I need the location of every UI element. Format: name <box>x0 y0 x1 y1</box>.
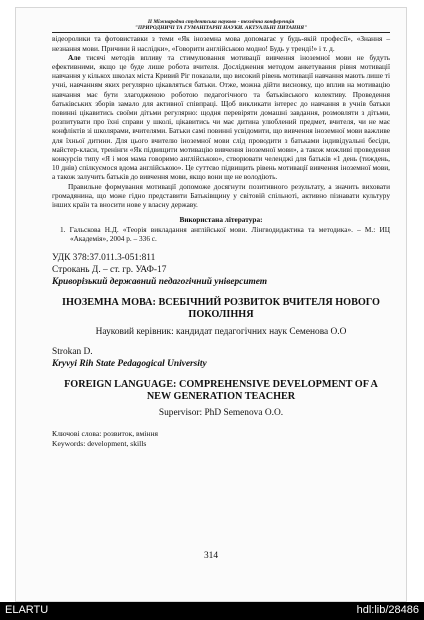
paragraph-1: відеоролики та фотовиставки з теми «Як іноземна мова допомагає у будь-якій професії», «Знання – незнання мови. Причини й наслідки», «Говорити англійською модно! Будь у тренді!» і т. д. <box>52 34 390 53</box>
university-name: Криворізький державний педагогічний університет <box>52 277 268 288</box>
page-content <box>52 19 390 449</box>
paragraph-3: Правильне формування мотивації допоможе досягнути позитивного результату, а значить виховати громадянина, що може гідно представити Батьківщину у світовій спільноті, активно пізнавати культуру інших країн та вносити нове у власну державу. <box>52 181 390 210</box>
keywords-en: Keywords: development, skills <box>52 439 147 449</box>
article-title-en: FOREIGN LANGUAGE: COMPREHENSIVE DEVELOPMENT OF A NEW GENERATION TEACHER <box>64 378 378 402</box>
handle-identifier: hdl:lib/28486 <box>356 604 419 616</box>
conference-header-line2: "ПРИРОДНИЧІ ТА ГУМАНІТАРНІ НАУКИ. АКТУАЛЬНІ ПИТАННЯ" <box>134 25 308 32</box>
document-page <box>15 7 407 602</box>
paragraph-2-lead: Але <box>68 52 81 62</box>
repository-footer-bar <box>0 602 424 620</box>
literature-item-1: 1. Гальскова Н.Д. «Теорія викладання англійської мови. Лінгводидактика та методика». – М.: ИЦ «Академія», 2004 р. – 336 с. <box>60 225 390 244</box>
article-title-ua: ІНОЗЕМНА МОВА: ВСЕБІЧНИЙ РОЗВИТОК ВЧИТЕЛЯ НОВОГО ПОКОЛІННЯ <box>62 297 380 321</box>
literature-title: Використана література: <box>179 215 263 225</box>
supervisor-en: Supervisor: PhD Semenova O.O. <box>158 408 284 419</box>
paragraph-2-text: тисячі методів впливу та стимулювання мотивації вивчення іноземної мови не будуть ефективними, якщо це буде лише робота вчителя. Дослідження методом анкетування рівня мотивації навчання у кількох школах міста Кривий Ріг показали, що високий рівень мотивації навчання мають лише ті учні, навчанням яких регулярно цікавляться батьки. Отже, можна дійти висновку, що вплив на мотивацію навчання має бути злагодженою роботою педагогічного та батьківського колективу. Проведення батьківських зборів замало для активної співпраці. Щоб викликати інтерес до навчання в учнів батьки повинні цікавитись своїми дітьми регулярно: щодня перевіряти домашні завдання, розмовляти з дітьми, розпитувати про їхні справи у школі, цікавитись чи має дитина улюблений предмет, вчителя, чи не має конфліктів зі школярами, вчителями. Батьки самі повинні усвідомити, що вивчення іноземної мови важливе для їхньої дитини. Для цього вчителю іноземної мови слід проводити з батьками індивідуальні бесіди, майстер-класи, тренінги «Як підвищити мотивацію вивчення іноземної мови», а також можливі проведення конкурсів типу «Я і моя мама говоримо англійською», створювати челенджі для батьків «1 день (тиждень, 10 днів) спілкуємося вдома англійською». Це суттєво підвищить рівень мотивації вивчення іноземної мови, а також залучить батьків до вивчення мови, якщо вони ще не володіють. <box>52 52 390 182</box>
author-line: Строкань Д. – ст. гр. УАФ-17 <box>52 265 167 276</box>
paragraph-2 <box>52 53 390 182</box>
supervisor-ua: Науковий керівник: кандидат педагогічних наук Семенова О.О <box>95 326 347 337</box>
university-en: Kryvyi Rih State Pedagogical University <box>52 358 207 369</box>
page-number: 314 <box>203 551 219 561</box>
repository-name: ELARTU <box>5 604 49 616</box>
author-en: Strokan D. <box>52 346 93 357</box>
udc-code: УДК 378:37.011.3-051:811 <box>52 253 156 264</box>
conference-header-line1: II Міжнародна студентська науково - технічна конференція <box>147 19 295 25</box>
keywords-ua: Ключові слова: розвиток, вміння <box>52 429 159 439</box>
header-rule <box>52 32 390 33</box>
